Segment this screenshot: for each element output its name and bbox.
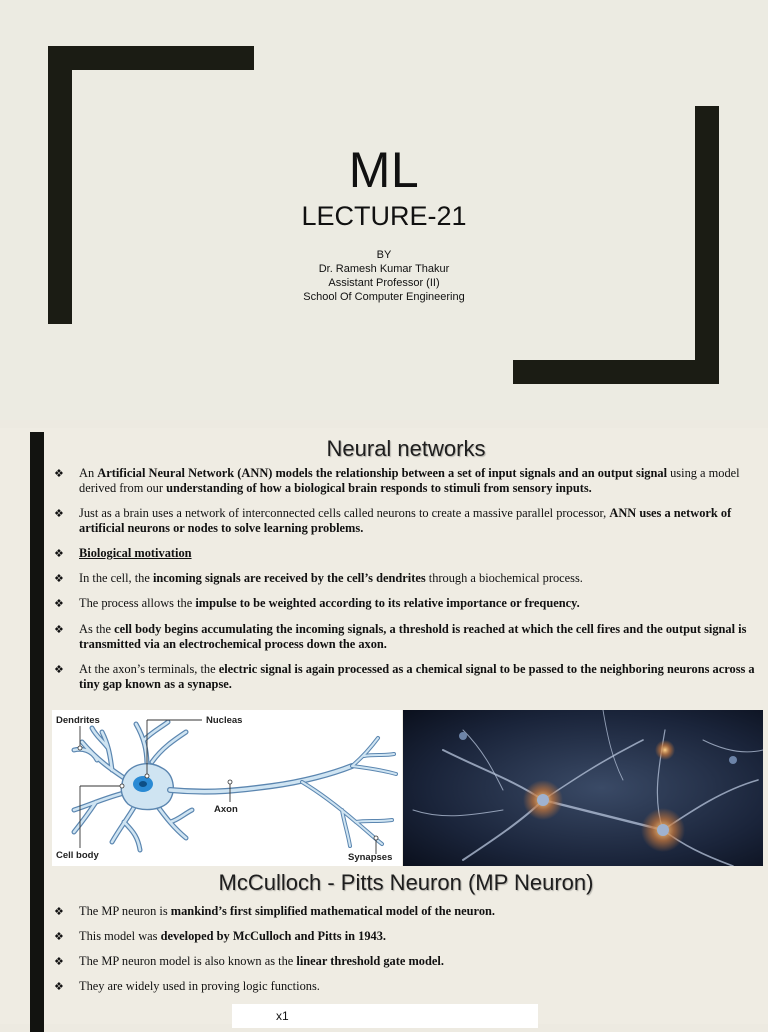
neuron-illustration xyxy=(52,710,402,866)
label-dendrites: Dendrites xyxy=(56,715,100,726)
bullet-item xyxy=(54,622,766,652)
by-label: BY xyxy=(376,249,392,261)
section-title-mp-neuron: McCulloch - Pitts Neuron (MP Neuron) xyxy=(218,870,594,895)
bullet-text: linear threshold gate model. xyxy=(296,954,444,968)
diamond-bullet-icon: ❖ xyxy=(54,597,64,610)
bullet-text: At the axon’s terminals, the xyxy=(79,662,219,676)
diamond-bullet-icon: ❖ xyxy=(54,663,64,676)
bullet-text: through a biochemical process. xyxy=(425,571,583,585)
bullet-item xyxy=(54,979,766,994)
bullet-item xyxy=(54,904,766,919)
diamond-bullet-icon: ❖ xyxy=(54,930,64,943)
bullet-item xyxy=(54,596,766,611)
bullet-text: mankind’s first simplified mathematical model of the neuron. xyxy=(170,904,496,918)
bullet-text: understanding of how a biological brain responds to stimuli from sensory inputs. xyxy=(166,481,592,495)
author-name: Dr. Ramesh Kumar Thakur xyxy=(318,263,450,275)
bullet-text: As the xyxy=(79,622,115,636)
bullet-text: The MP neuron is xyxy=(79,904,171,918)
label-nucleus: Nucleas xyxy=(206,715,243,726)
bullet-text: impulse to be weighted according to its relative importance or frequency. xyxy=(195,596,580,610)
slide-title: ML xyxy=(348,142,420,198)
mp-neuron-bullet-list xyxy=(54,904,766,994)
bullet-text: Biological motivation xyxy=(79,546,192,560)
neuron-diagram xyxy=(52,710,402,866)
bullet-text: incoming signals are received by the cell’s dendrites xyxy=(152,571,426,585)
title-slide xyxy=(0,0,768,420)
neuron-photo xyxy=(403,710,763,866)
bullet-text: electric signal is again processed as a chemical signal to be passed to the neighboring neurons across a tiny gap known as a synapse. xyxy=(79,662,755,691)
neural-networks-bullet-list xyxy=(54,466,766,692)
bullet-text: Artificial Neural Network (ANN) models the relationship between a set of input signals and an output signal xyxy=(97,466,668,480)
bullet-text: They are widely used in proving logic functions. xyxy=(79,979,320,993)
label-synapses: Synapses xyxy=(348,852,393,863)
bullet-text: developed by McCulloch and Pitts in 1943. xyxy=(160,929,387,943)
frame-top-left-horizontal xyxy=(48,46,254,70)
bullet-item xyxy=(54,954,766,969)
left-accent-bar xyxy=(30,432,44,1032)
diamond-bullet-icon: ❖ xyxy=(54,980,64,993)
content-slide xyxy=(0,428,768,1024)
diamond-bullet-icon: ❖ xyxy=(54,955,64,968)
diamond-bullet-icon: ❖ xyxy=(54,547,64,560)
bullet-item xyxy=(54,466,766,496)
bullet-item xyxy=(54,546,766,561)
bullet-item xyxy=(54,662,766,692)
bullet-text: using a model derived from our xyxy=(79,466,740,495)
slide-subtitle: LECTURE-21 xyxy=(301,201,467,231)
label-axon: Axon xyxy=(214,804,238,815)
bullet-item xyxy=(54,929,766,944)
bullet-text: cell body begins accumulating the incoming signals, a threshold is reached at which the cell fires and the output signal is transmitted via an electrochemical process down the axon. xyxy=(79,622,747,651)
title-block xyxy=(0,140,768,304)
bullet-item xyxy=(54,571,766,586)
bullet-text: The process allows the xyxy=(79,596,196,610)
section-title-neural-networks: Neural networks xyxy=(326,436,486,461)
label-cell-body: Cell body xyxy=(56,850,99,861)
diamond-bullet-icon: ❖ xyxy=(54,467,64,480)
figure-input-label: x1 xyxy=(276,1009,289,1023)
neuron-network-image xyxy=(403,710,763,866)
bullet-item xyxy=(54,506,766,536)
diamond-bullet-icon: ❖ xyxy=(54,623,64,636)
bullet-text: An xyxy=(79,466,98,480)
author-designation: Assistant Professor (II) xyxy=(328,277,440,289)
bullet-text: Just as a brain uses a network of interconnected cells called neurons to create a massive parallel processor, xyxy=(79,506,610,520)
bullet-text: The MP neuron model is also known as the xyxy=(79,954,297,968)
diamond-bullet-icon: ❖ xyxy=(54,572,64,585)
bullet-text: ANN uses a network of artificial neurons or nodes to solve learning problems. xyxy=(79,506,732,535)
author-school: School Of Computer Engineering xyxy=(303,291,465,303)
bullet-text: In the cell, the xyxy=(79,571,153,585)
mp-neuron-figure xyxy=(232,1004,538,1028)
frame-bottom-right-horizontal xyxy=(513,360,719,384)
bullet-text: This model was xyxy=(79,929,161,943)
diamond-bullet-icon: ❖ xyxy=(54,507,64,520)
diamond-bullet-icon: ❖ xyxy=(54,905,64,918)
byline xyxy=(0,248,768,304)
